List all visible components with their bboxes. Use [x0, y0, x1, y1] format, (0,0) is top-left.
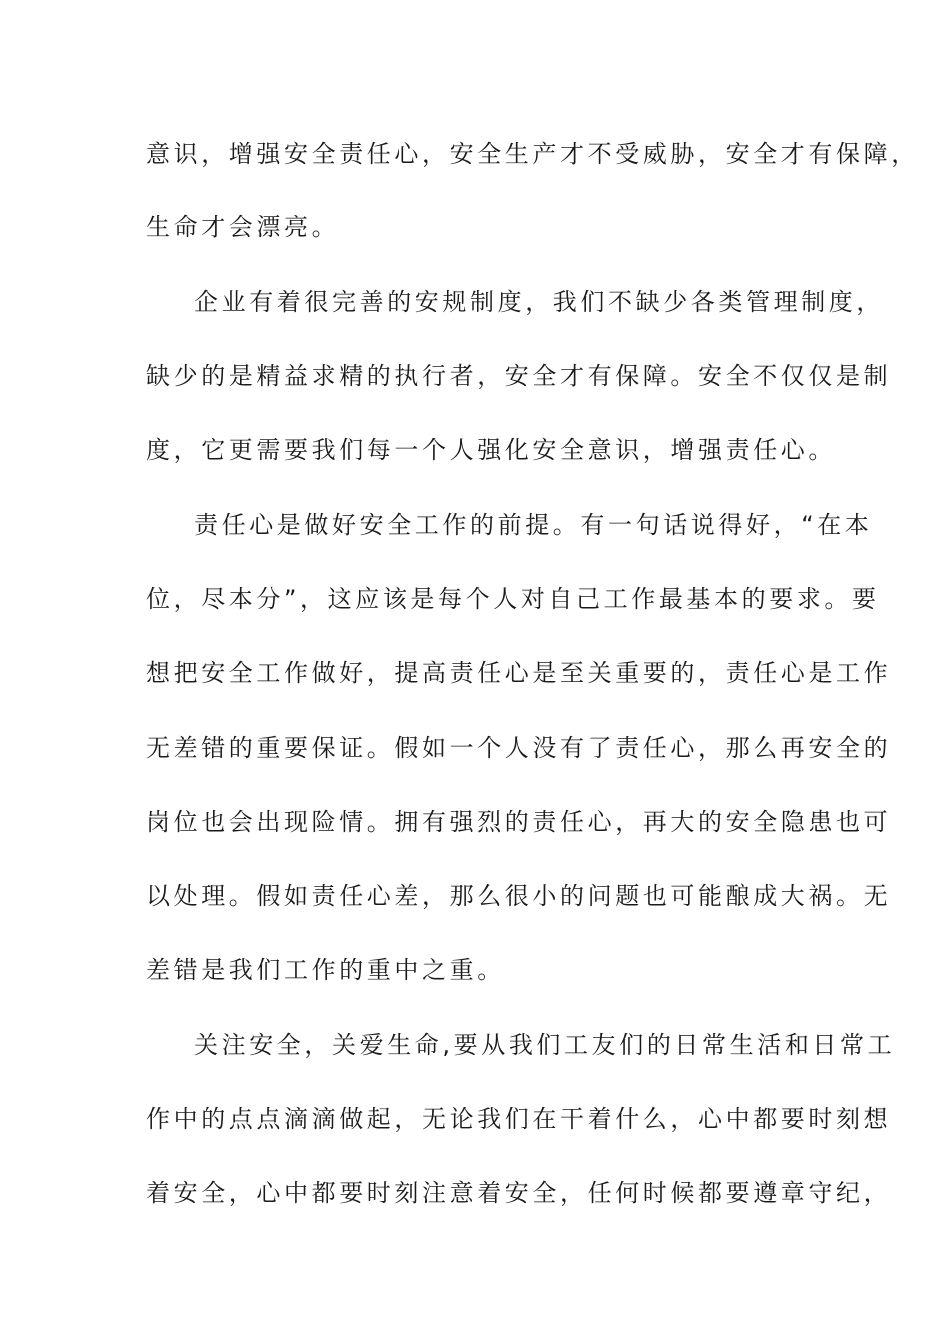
text-line: 无差错的重要保证。假如一个人没有了责任心，那么再安全的	[146, 734, 892, 762]
text-line: 着安全，心中都要时刻注意着安全，任何时候都要遵章守纪，	[146, 1179, 892, 1207]
text-line: 位，尽本分”，这应该是每个人对自己工作最基本的要求。要	[146, 585, 880, 613]
paragraph-start-line: 关注安全，关爱生命,要从我们工友们的日常生活和日常工	[194, 1031, 896, 1059]
text-line: 生命才会漂亮。	[146, 213, 340, 241]
text-line: 以处理。假如责任心差，那么很小的问题也可能酿成大祸。无	[146, 882, 892, 910]
text-line: 差错是我们工作的重中之重。	[146, 956, 505, 984]
text-line: 缺少的是精益求精的执行者，安全才有保障。安全不仅仅是制	[146, 362, 892, 390]
paragraph-start-line: 责任心是做好安全工作的前提。有一句话说得好，“在本	[194, 511, 873, 539]
text-line: 想把安全工作做好，提高责任心是至关重要的，责任心是工作	[146, 659, 892, 687]
text-line: 度，它更需要我们每一个人强化安全意识，增强责任心。	[146, 436, 836, 464]
text-line: 岗位也会出现险情。拥有强烈的责任心，再大的安全隐患也可	[146, 808, 892, 836]
text-line: 意识，增强安全责任心，安全生产才不受威胁，安全才有保障，	[146, 140, 919, 168]
text-line: 作中的点点滴滴做起，无论我们在干着什么，心中都要时刻想	[146, 1105, 892, 1133]
paragraph-start-line: 企业有着很完善的安规制度，我们不缺少各类管理制度，	[194, 288, 884, 316]
